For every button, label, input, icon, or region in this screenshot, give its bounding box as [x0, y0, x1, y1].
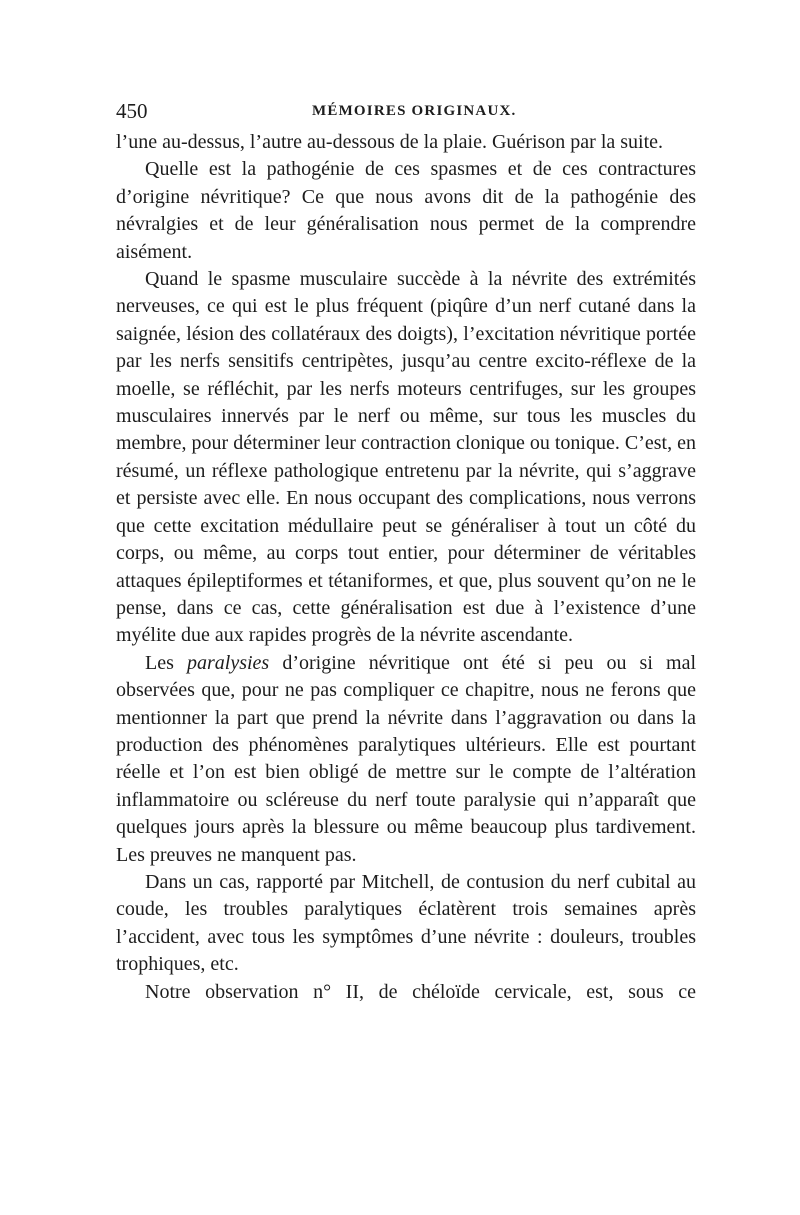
paragraph-text: l’une au-dessus, l’autre au-dessous de la plaie. Guérison par la suite.	[116, 131, 664, 153]
paragraph-continuation	[116, 129, 696, 156]
paragraph-text: Quand le spasme musculaire succède à la névrite des extrémités nerveuses, ce qui est le plus fréquent (piqûre d’un nerf cutané dans la saignée, lésion des collatéraux des doigts), l’excitation névritique portée par les nerfs sensitifs centripètes, jusqu’au centre excito-réflexe de la moelle, se réfléchit, par les nerfs moteurs centrifuges, sur les groupes musculaires innervés par le nerf ou même, sur tous les muscles du membre, pour déterminer leur contraction clonique ou tonique. C’est, en résumé, un réflexe pathologique entretenu par la névrite, qui s’aggrave et persiste avec elle. En nous occupant des complications, nous verrons que cette excitation médullaire peut se généraliser à tout un côté du corps, ou même, au corps tout entier, pour déterminer de véritables attaques épileptiformes et tétaniformes, et que, plus souvent qu’on ne le pense, dans ce cas, cette généralisation est due à l’existence d’une myélite due aux rapides progrès de la névrite ascendante.	[116, 268, 696, 647]
book-page	[116, 95, 696, 1006]
running-title: MÉMOIRES ORIGINAUX.	[312, 103, 517, 119]
running-header	[116, 95, 696, 127]
page-number: 450	[116, 99, 148, 123]
paragraph-paralysies	[116, 650, 696, 869]
paragraph-text: d’origine névritique ont été si peu ou si mal observées que, pour ne pas compliquer ce chapitre, nous ne ferons que mentionner la part que prend la névrite dans l’aggravation ou dans la production des phénomènes paralytiques ultérieurs. Elle est pourtant réelle et l’on est bien obligé de mettre sur le compte de l’altération inflammatoire ou scléreuse du nerf toute paralysie qui n’apparaît que quelques jours après la blessure ou même beaucoup plus tardivement. Les preuves ne manquent pas.	[116, 651, 696, 866]
paragraph-observation-ii	[116, 979, 696, 1006]
paragraph-italic-term: paralysies	[187, 651, 270, 674]
body-text	[116, 129, 696, 1006]
paragraph-text: Dans un cas, rapporté par Mitchell, de contusion du nerf cubital au coude, les troubles paralytiques éclatèrent trois semaines après l’accident, avec tous les symptômes d’une névrite : douleurs, troubles trophiques, etc.	[116, 870, 696, 976]
paragraph-mitchell-case	[116, 869, 696, 979]
paragraph-lead-word: Les	[145, 651, 174, 674]
paragraph-pathogenie-question	[116, 156, 696, 266]
paragraph-text: Notre observation n° II, de chéloïde cervicale, est, sous ce	[145, 980, 696, 1003]
paragraph-spasme-musculaire	[116, 266, 696, 650]
paragraph-text: Quelle est la pathogénie de ces spasmes et de ces contractures d’origine névritique? Ce que nous avons dit de la pathogénie des névralgies et de leur généralisation nous permet de la comprendre aisément.	[116, 158, 696, 263]
